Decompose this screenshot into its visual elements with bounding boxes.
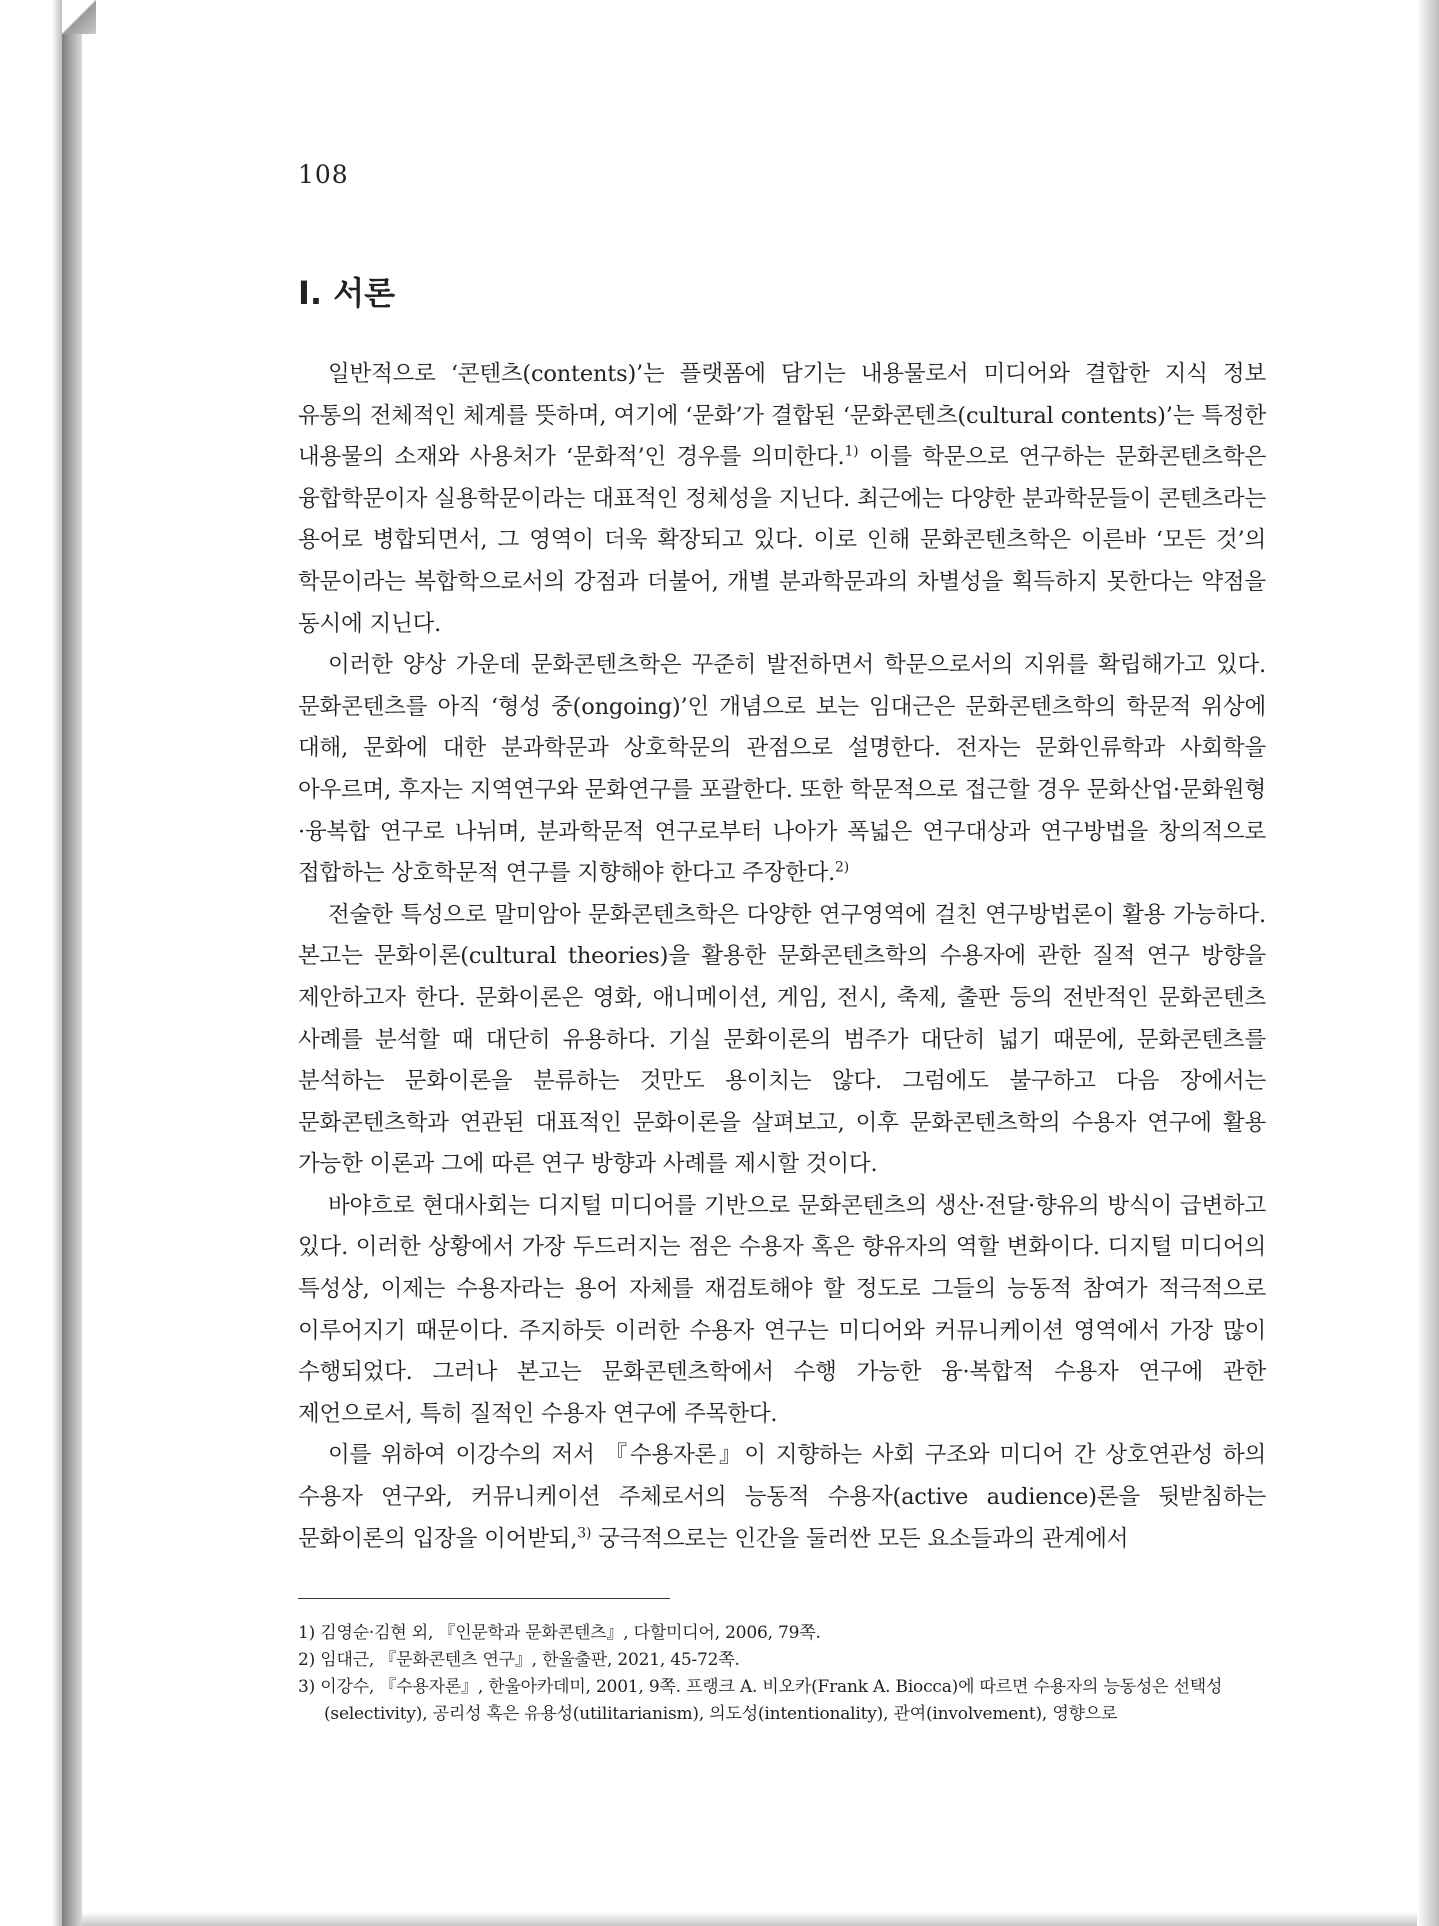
body-text [298, 354, 1266, 1560]
page-edge-left [62, 0, 82, 1926]
page-edge-right [1417, 0, 1439, 1926]
footnote-1: 1) 김영순·김현 외, 『인문학과 문화콘텐츠』, 다할미디어, 2006, 79쪽. [298, 1623, 821, 1643]
paragraph-5 [298, 1435, 1266, 1560]
paragraph-text: 바야흐로 현대사회는 디지털 미디어를 기반으로 문화콘텐츠의 생산·전달·향유의 방식이 급변하고 있다. 이러한 상황에서 가장 두드러지는 점은 수용자 혹은 향유자의 역할 변화이다. 디지털 미디어의 특성상, 이제는 수용자라는 용어 자체를 재검토해야 할 정도로 그들의 능동적 참여가 적극적으로 이루어지기 때문이다. 주지하듯 이러한 수용자 연구는 미디어와 커뮤니케이션 영역에서 가장 많이 수행되었다. 그러나 본고는 문화콘텐츠학에서 수행 가능한 융·복합적 수용자 연구에 관한 제언으로서, 특히 질적인 수용자 연구에 주목한다. [298, 1192, 1266, 1427]
paragraph-2 [298, 645, 1266, 895]
paragraph-text: 궁극적으로는 인간을 둘러싼 모든 요소들과의 관계에서 [591, 1525, 1129, 1552]
footnote-divider [298, 1598, 670, 1599]
footnotes [298, 1620, 1266, 1728]
paragraph-3 [298, 895, 1266, 1186]
paragraph-text: 이를 학문으로 연구하는 문화콘텐츠학은 융합학문이자 실용학문이라는 대표적인 정체성을 지닌다. 최근에는 다양한 분과학문들이 콘텐츠라는 용어로 병합되면서, 그 영역이 더욱 확장되고 있다. 이로 인해 문화콘텐츠학은 이른바 ‘모든 것’의 학문이라는 복합학으로서의 강점과 더불어, 개별 분과학문과의 차별성을 획득하지 못한다는 약점을 동시에 지닌다. [298, 444, 1267, 637]
paragraph-4 [298, 1186, 1266, 1436]
footnote-2: 2) 임대근, 『문화콘텐츠 연구』, 한울출판, 2021, 45-72쪽. [298, 1650, 740, 1670]
footnote-ref-3[interactable]: 3) [577, 1525, 592, 1542]
page-curl-corner [62, 0, 96, 34]
page-number: 108 [298, 160, 349, 189]
page-edge-bottom [82, 1912, 1417, 1926]
footnote-ref-2[interactable]: 2) [835, 859, 850, 876]
footnote-3: 3) 이강수, 『수용자론』, 한울아카데미, 2001, 9쪽. 프랭크 A. 비오카(Frank A. Biocca)에 따르면 수용자의 능동성은 선택성(selectivity), 공리성 혹은 유용성(utilitarianism), 의도성(intentionality), 관여(involvement), 영향으로 [298, 1677, 1223, 1724]
paragraph-text: 이러한 양상 가운데 문화콘텐츠학은 꾸준히 발전하면서 학문으로서의 지위를 확립해가고 있다. 문화콘텐츠를 아직 ‘형성 중(ongoing)’인 개념으로 보는 임대근은 문화콘텐츠학의 학문적 위상에 대해, 문화에 대한 분과학문과 상호학문의 관점으로 설명한다. 전자는 문화인류학과 사회학을 아우르며, 후자는 지역연구와 문화연구를 포괄한다. 또한 학문적으로 접근할 경우 문화산업·문화원형·융복합 연구로 나뉘며, 분과학문적 연구로부터 나아가 폭넓은 연구대상과 연구방법을 창의적으로 접합하는 상호학문적 연구를 지향해야 한다고 주장한다. [298, 652, 1266, 887]
paragraph-1 [298, 354, 1266, 645]
footnote-ref-1[interactable]: 1) [844, 443, 859, 460]
paragraph-text: 전술한 특성으로 말미암아 문화콘텐츠학은 다양한 연구영역에 걸친 연구방법론이 활용 가능하다. 본고는 문화이론(cultural theories)을 활용한 문화콘텐츠학의 수용자에 관한 질적 연구 방향을 제안하고자 한다. 문화이론은 영화, 애니메이션, 게임, 전시, 축제, 출판 등의 전반적인 문화콘텐츠 사례를 분석할 때 대단히 유용하다. 기실 문화이론의 범주가 대단히 넓기 때문에, 문화콘텐츠를 분석하는 문화이론을 분류하는 것만도 용이치는 않다. 그럼에도 불구하고 다음 장에서는 문화콘텐츠학과 연관된 대표적인 문화이론을 살펴보고, 이후 문화콘텐츠학의 수용자 연구에 활용 가능한 이론과 그에 따른 연구 방향과 사례를 제시할 것이다. [298, 901, 1266, 1178]
paragraph-text: 이를 위하여 이강수의 저서 『수용자론』이 지향하는 사회 구조와 미디어 간 상호연관성 하의 수용자 연구와, 커뮤니케이션 주체로서의 능동적 수용자(active audience)론을 뒷받침하는 문화이론의 입장을 이어받되, [298, 1442, 1266, 1552]
paragraph-text: 일반적으로 ‘콘텐츠(contents)’는 플랫폼에 담기는 내용물로서 미디어와 결합한 지식 정보 유통의 전체적인 체계를 뜻하며, 여기에 ‘문화’가 결합된 ‘문화콘텐츠(cultural contents)’는 특정한 내용물의 소재와 사용처가 ‘문화적’인 경우를 의미한다. [298, 361, 1266, 471]
section-title: Ⅰ. 서론 [298, 274, 396, 312]
